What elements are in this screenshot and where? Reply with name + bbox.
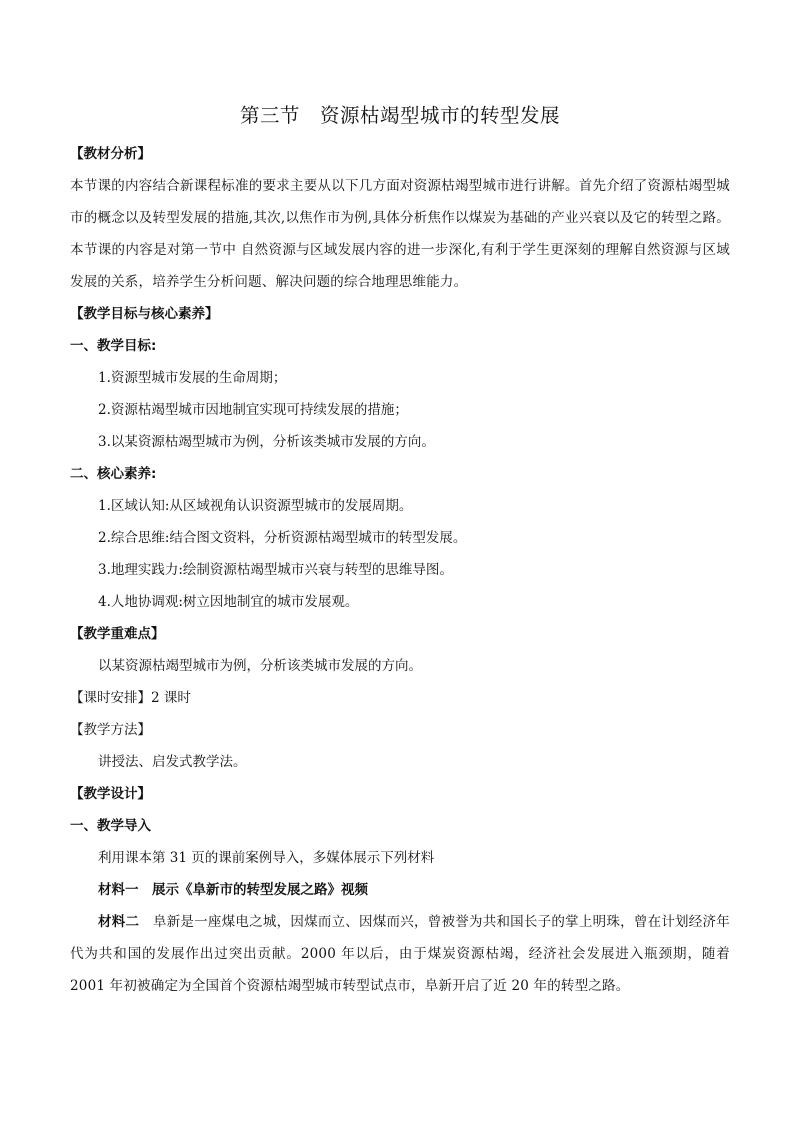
design-heading: 【教学设计】 (70, 786, 151, 802)
schedule-value: 2 课时 (151, 690, 191, 706)
method-body: 讲授法、启发式教学法。 (98, 754, 247, 770)
analysis-heading: 【教材分析】 (70, 146, 151, 162)
page-title: 第三节 资源枯竭型城市的转型发展 (239, 104, 560, 127)
goals-sub-core: 二、核心素养: (70, 466, 157, 482)
design-sub-intro: 一、教学导入 (70, 818, 151, 834)
goal-item-3: 3.以某资源枯竭型城市为例，分析该类城市发展的方向。 (98, 434, 435, 450)
material-two (70, 906, 730, 1002)
goal-item-1: 1.资源型城市发展的生命周期； (98, 370, 287, 386)
key-body: 以某资源枯竭型城市为例，分析该类城市发展的方向。 (98, 658, 422, 674)
goals-sub-teaching: 一、教学目标: (70, 338, 157, 354)
material-two-label: 材料二 (98, 914, 140, 930)
material-one-label: 材料一 (98, 882, 139, 898)
material-one (70, 874, 730, 906)
schedule-line (70, 682, 730, 714)
core-item-4: 4.人地协调观:树立因地制宜的城市发展观。 (98, 594, 359, 610)
design-intro: 利用课本第 31 页的课前案例导入，多媒体展示下列材料 (98, 850, 435, 866)
core-item-3: 3.地理实践力:绘制资源枯竭型城市兴衰与转型的思维导图。 (98, 562, 453, 578)
goal-item-2: 2.资源枯竭型城市因地制宜实现可持续发展的措施； (98, 402, 408, 418)
material-two-text: 阜新是一座煤电之城，因煤而立、因煤而兴，曾被誉为共和国长子的掌上明珠，曾在计划经济年代为共和国的发展作出过突出贡献。2000 年以后，由于煤炭资源枯竭，经济社会发展进入瓶颈期，随着 2001 年初被确定为全国首个资源枯竭型城市转型试点市，阜新开启了近 20 年的转型之路。 (70, 914, 730, 994)
core-item-2: 2.综合思维:结合图文资料，分析资源枯竭型城市的转型发展。 (98, 530, 467, 546)
schedule-heading: 【课时安排】 (70, 690, 151, 706)
material-one-text: 展示《阜新市的转型发展之路》视频 (138, 882, 368, 898)
goals-heading: 【教学目标与核心素养】 (70, 306, 219, 322)
method-heading: 【教学方法】 (70, 722, 151, 738)
analysis-body: 本节课的内容结合新课程标准的要求主要从以下几方面对资源枯竭型城市进行讲解。首先介绍了资源枯竭型城市的概念以及转型发展的措施,其次,以焦作市为例,具体分析焦作以煤炭为基础的产业兴衰以及它的转型之路。本节课的内容是对第一节中 自然资源与区域发展内容的进一步深化,有利于学生更深刻的理解自然资源与区域发展的关系，培养学生分析问题、解决问题的综合地理思维能力。 (70, 178, 730, 290)
key-heading: 【教学重难点】 (70, 626, 165, 642)
core-item-1: 1.区域认知:从区域视角认识资源型城市的发展周期。 (98, 498, 413, 514)
document-page (70, 100, 730, 1002)
